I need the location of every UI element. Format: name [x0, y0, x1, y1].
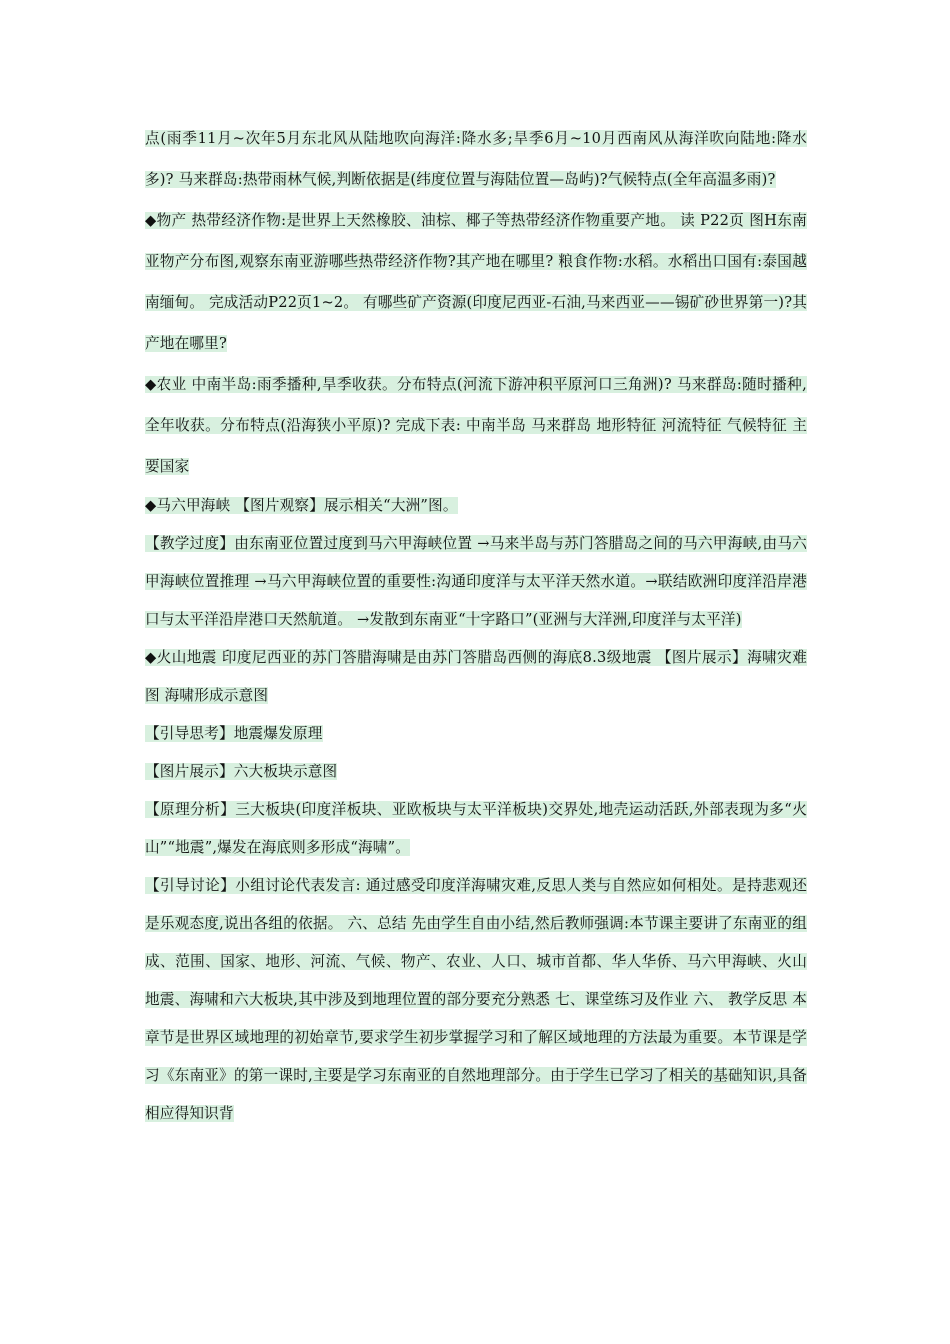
paragraph-products	[145, 200, 807, 364]
highlighted-text: 【教学过度】由东南亚位置过度到马六甲海峡位置 →马来半岛与苏门答腊岛之间的马六甲海峡,由马六甲海峡位置推理 →马六甲海峡位置的重要性:沟通印度洋与太平洋天然水道。→联结欧洲印度洋沿岸港口与太平洋沿岸港口天然航道。 →发散到东南亚“十字路口”(亚洲与大洋洲,印度洋与太平洋)	[145, 535, 807, 628]
paragraph-principle-analysis	[145, 791, 807, 867]
paragraph-malacca-strait	[145, 487, 807, 525]
highlighted-text: 【引导讨论】小组讨论代表发言: 通过感受印度洋海啸灾难,反思人类与自然应如何相处。是持悲观还是乐观态度,说出各组的依据。 六、总结 先由学生自由小结,然后教师强调:本节课主要讲了东南亚的组成、范围、国家、地形、河流、气候、物产、农业、人口、城市首都、华人华侨、马六甲海峡、火山地震、海啸和六大板块,其中涉及到地理位置的部分要充分熟悉 七、课堂练习及作业 六、 教学反思 本章节是世界区域地理的初始章节,要求学生初步掌握学习和了解区域地理的方法最为重要。本节课是学习《东南亚》的第一课时,主要是学习东南亚的自然地理部分。由于学生已学习了相关的基础知识,具备相应得知识背	[145, 877, 807, 1122]
paragraph-climate	[145, 118, 807, 200]
paragraph-guided-discussion	[145, 867, 807, 1133]
highlighted-text: 【引导思考】地震爆发原理	[145, 725, 323, 742]
highlighted-text: ◆火山地震 印度尼西亚的苏门答腊海啸是由苏门答腊岛西侧的海底8.3级地震 【图片展示】海啸灾难图 海啸形成示意图	[145, 649, 807, 704]
paragraph-guided-thinking	[145, 715, 807, 753]
highlighted-text: 【原理分析】三大板块(印度洋板块、亚欧板块与太平洋板块)交界处,地壳运动活跃,外部表现为多“火山”“地震”,爆发在海底则多形成“海啸”。	[145, 801, 807, 856]
highlighted-text: ◆物产 热带经济作物:是世界上天然橡胶、油棕、椰子等热带经济作物重要产地。 读 P22页 图H东南亚物产分布图,观察东南亚游哪些热带经济作物?其产地在哪里? 粮食作物:水稻。水稻出口国有:泰国越南缅甸。 完成活动P22页1~2。 有哪些矿产资源(印度尼西亚-石油,马来西亚——锡矿砂世界第一)?其产地在哪里?	[145, 212, 808, 352]
highlighted-text: ◆农业 中南半岛:雨季播种,旱季收获。分布特点(河流下游冲积平原河口三角洲)? 马来群岛:随时播种,全年收获。分布特点(沿海狭小平原)? 完成下表: 中南半岛 马来群岛 地形特征 河流特征 气候特征 主要国家	[145, 376, 807, 475]
highlighted-text: 【图片展示】六大板块示意图	[145, 763, 338, 780]
paragraph-picture-display	[145, 753, 807, 791]
paragraph-agriculture	[145, 364, 807, 487]
paragraph-volcano-earthquake	[145, 639, 807, 715]
highlighted-text: 点(雨季11月~次年5月东北风从陆地吹向海洋:降水多;旱季6月~10月西南风从海洋吹向陆地:降水多)? 马来群岛:热带雨林气候,判断依据是(纬度位置与海陆位置—岛屿)?气候特点(全年高温多雨)?	[145, 130, 807, 188]
paragraph-teaching-transition	[145, 525, 807, 639]
document-body	[145, 118, 807, 1133]
highlighted-text: ◆马六甲海峡 【图片观察】展示相关“大洲”图。	[145, 497, 458, 514]
